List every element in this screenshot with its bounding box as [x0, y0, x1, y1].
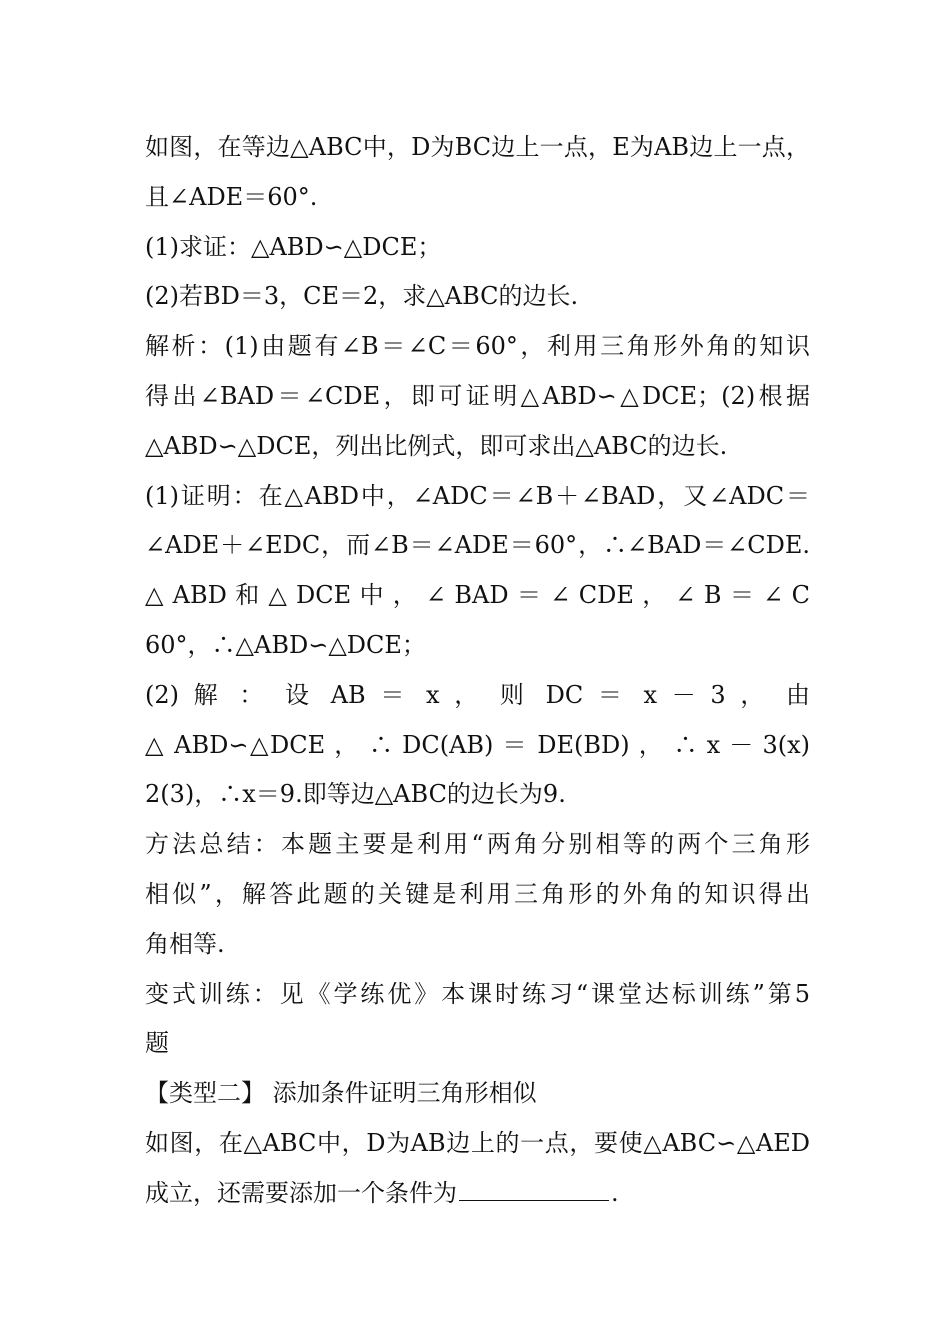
blank-prefix: 成立，还需要添加一个条件为 — [145, 1178, 457, 1207]
text-line: 方法总结：本题主要是利用“两角分别相等的两个三角形 — [145, 830, 810, 859]
text-line: △ABD∽△DCE，列出比例式，即可求出△ABC的边长. — [145, 431, 728, 460]
text-line: 60°，∴△ABD∽△DCE； — [145, 630, 426, 659]
answer-blank — [459, 1170, 609, 1201]
text-line: 得出∠BAD＝∠CDE，即可证明△ABD∽△DCE；(2)根据 — [145, 381, 810, 410]
document-body — [145, 123, 810, 1219]
blank-suffix: . — [611, 1178, 619, 1207]
text-line: △ ABD 和 △ DCE 中 ， ∠ BAD ＝ ∠ CDE ， ∠ B ＝ ∠ C — [145, 581, 810, 610]
section-heading: 【类型二】 添加条件证明三角形相似 — [145, 1079, 537, 1108]
text-line: 2(3)，∴x＝9.即等边△ABC的边长为9. — [145, 780, 566, 809]
text-line: 且∠ADE＝60°. — [145, 182, 318, 211]
text-line: 变式训练：见《学练优》本课时练习“课堂达标训练”第5 — [145, 979, 810, 1008]
text-line: ∠ADE＋∠EDC，而∠B＝∠ADE＝60°，∴∠BAD＝∠CDE. — [145, 531, 810, 560]
text-line: 如图，在等边△ABC中，D为BC边上一点，E为AB边上一点， — [145, 133, 810, 161]
text-line: (2)若BD＝3，CE＝2，求△ABC的边长. — [145, 282, 579, 311]
text-line: (2) 解 ： 设 AB ＝ x ， 则 DC ＝ x － 3 ， 由 — [145, 680, 810, 709]
text-line-with-blank — [145, 1169, 810, 1219]
text-line: 题 — [145, 1029, 169, 1058]
text-line: (1)证明：在△ABD中，∠ADC＝∠B＋∠BAD，又∠ADC＝ — [145, 481, 810, 510]
text-line: 相似”，解答此题的关键是利用三角形的外角的知识得出 — [145, 879, 810, 908]
text-line: 如图，在△ABC中，D为AB边上的一点，要使△ABC∽△AED — [145, 1128, 810, 1157]
text-line: △ ABD∽△DCE ， ∴ DC(AB) ＝ DE(BD) ， ∴ x － 3(x) — [145, 730, 810, 759]
text-line: 角相等. — [145, 929, 225, 958]
text-line: 解析：(1)由题有∠B＝∠C＝60°，利用三角形外角的知识 — [145, 332, 810, 361]
text-line: (1)求证：△ABD∽△DCE； — [145, 232, 442, 261]
